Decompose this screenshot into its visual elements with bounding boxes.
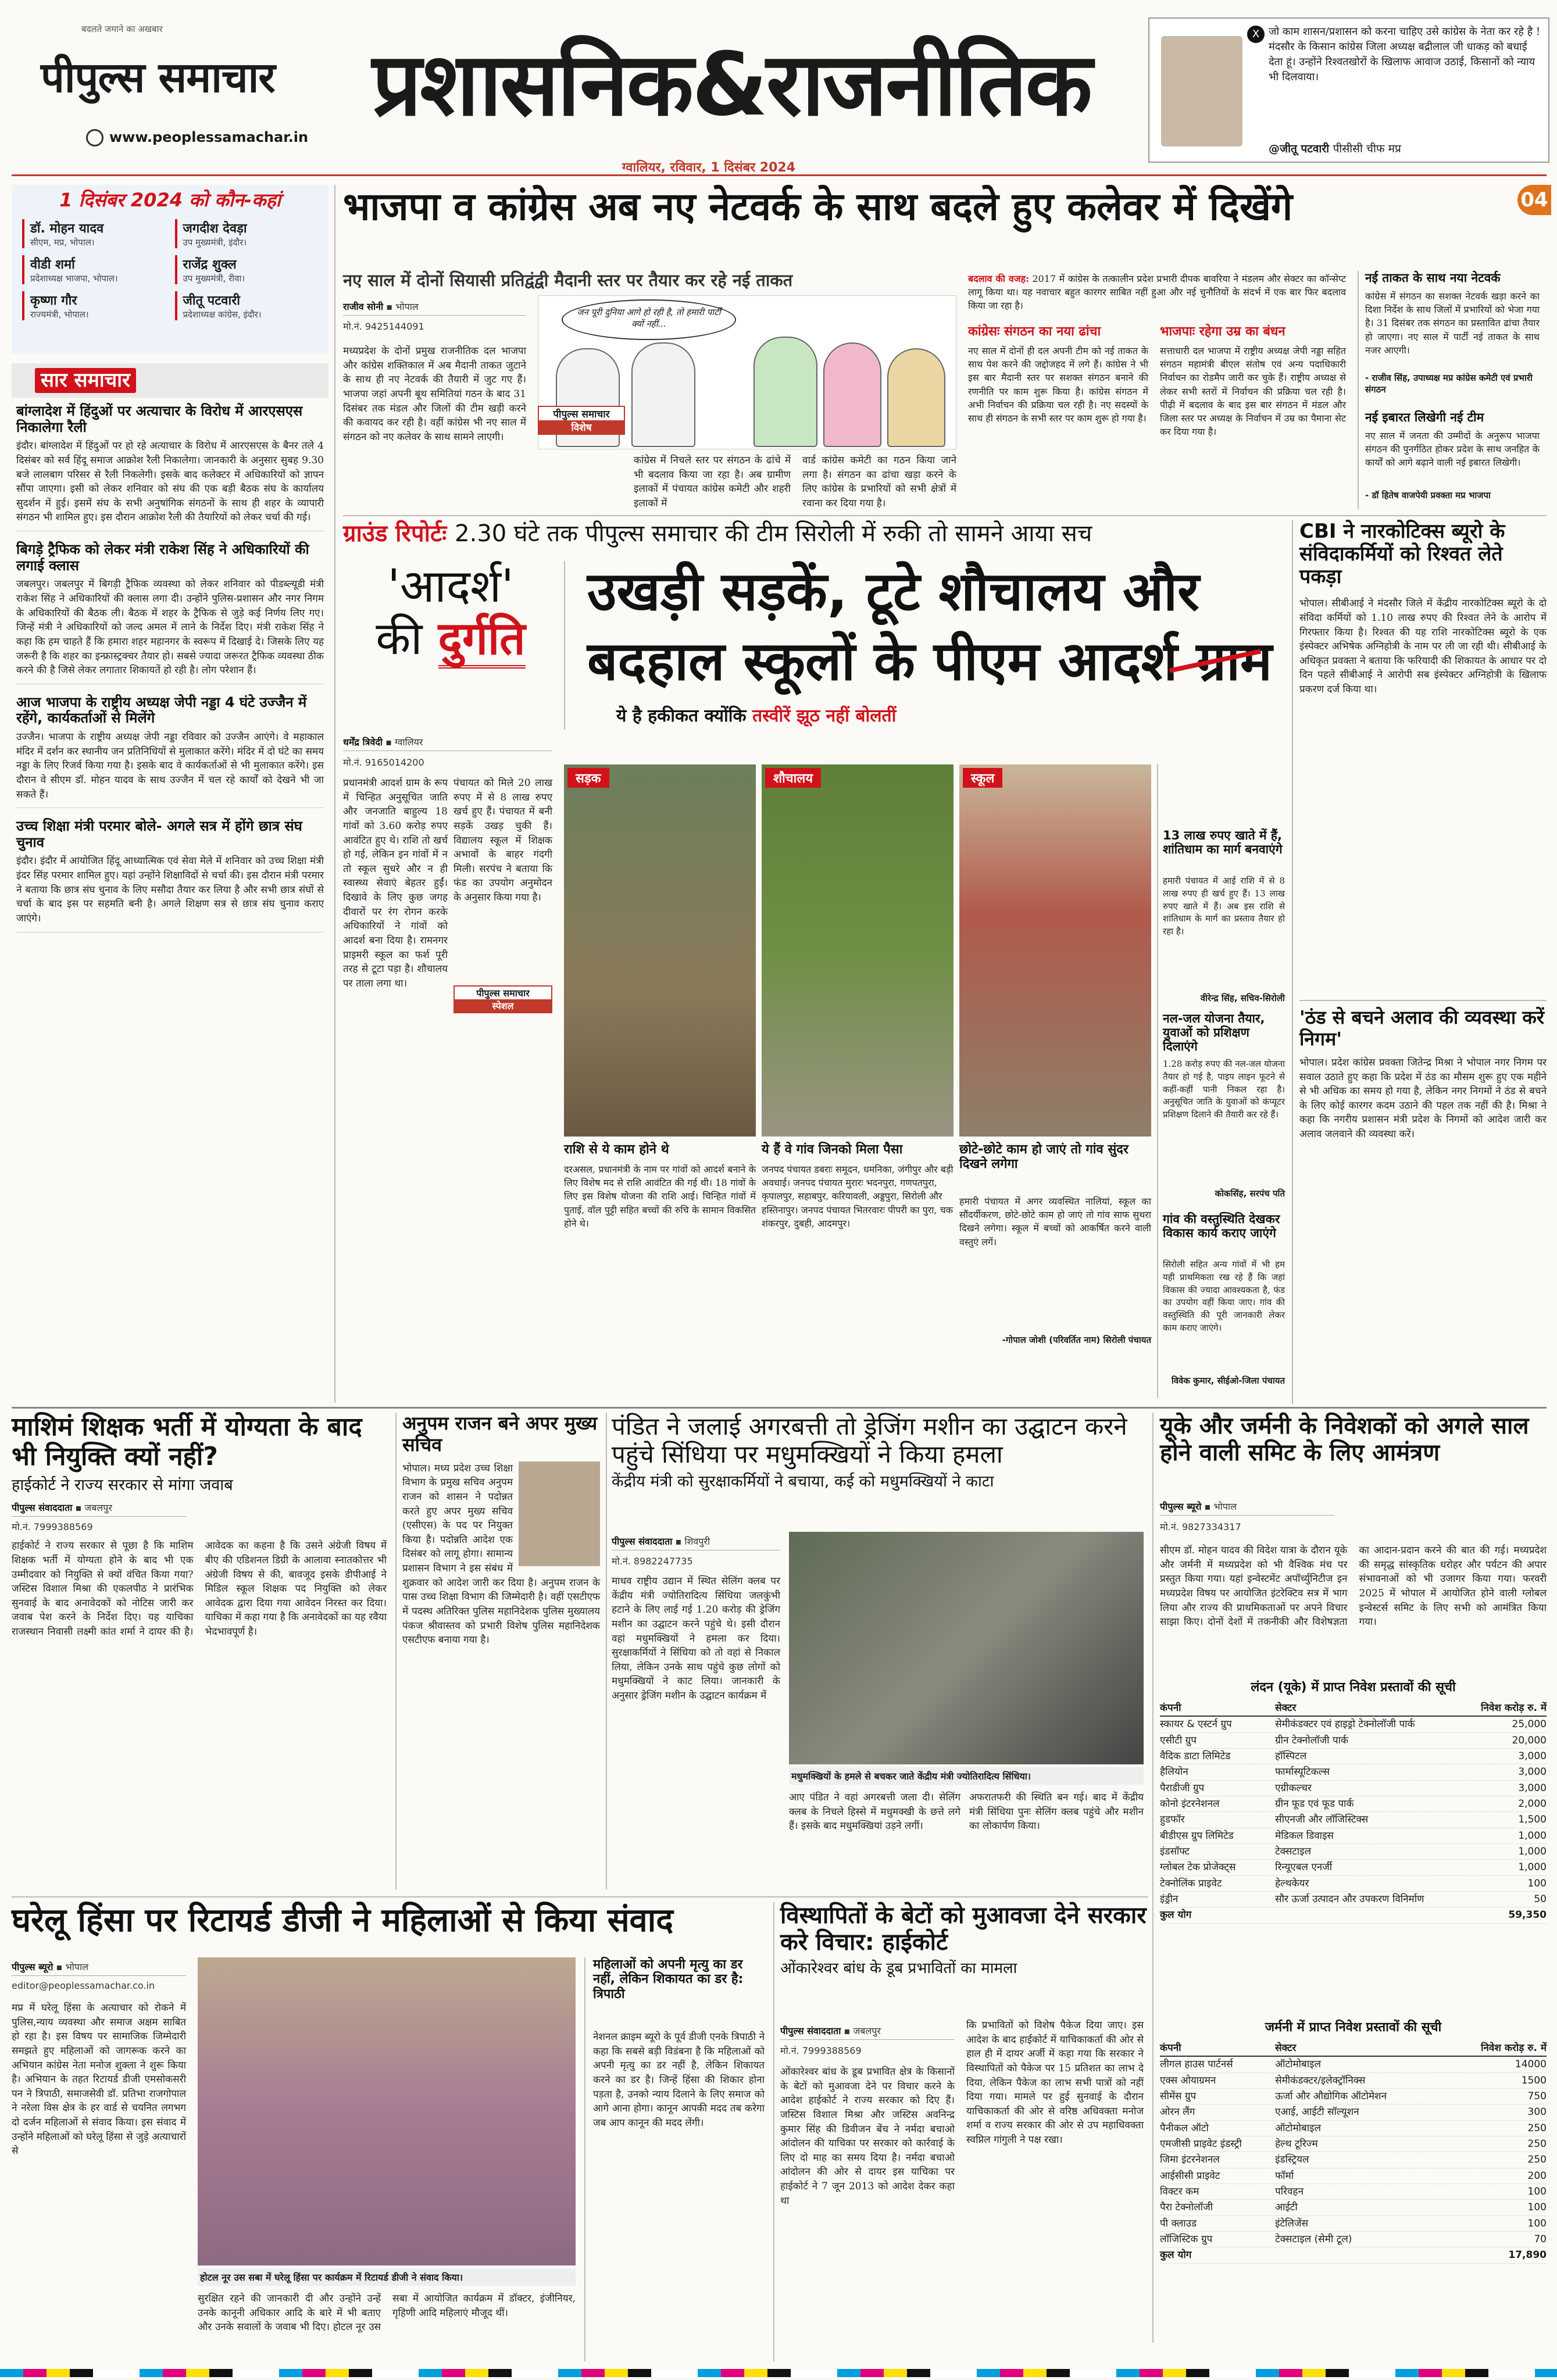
table-cell: लॉजिस्टिक ग्रुप: [1160, 2234, 1213, 2246]
right-head-2: नल-जल योजना तैयार, युवाओं को प्रशिक्षण दिलाएंगे: [1163, 1012, 1265, 1054]
table-row: [1160, 1876, 1547, 1892]
adarsh-line1: 'आदर्श': [387, 560, 514, 613]
lead-col3: वार्ड कांग्रेस कमेटी का गठन किया जाने लगा है। संगठन का ढांचा खड़ा करने के लिए कांग्रेस के प्रभारियों को सभी क्षेत्रों में रवाना कर दिया गया है।: [802, 455, 956, 509]
avatar: [1161, 36, 1242, 146]
lead-byline: राजीव सोनी ▪ भोपाल: [343, 300, 526, 316]
right-text-1: हमारी पंचायत में आई राशि में से 8 लाख रुपए ही खर्च हुए हैं। 13 लाख रुपए खाते में हैं। अब इस राशि से शांतिधाम के मार्ग का प्रस्ताव तैयार हो रहा है।: [1163, 875, 1285, 937]
tweet-text: जो काम शासन/प्रशासन को करना चाहिए उसे कांग्रेस के नेता कर रहे है ! मंदसौर के किसान कांग्रेस जिला अध्यक्ष बद्रीलाल जी धाकड़ को बधाई देता हूं। उन्होंने रिश्वतखोरों के खिलाफ आवाज उठाई, किसानों को न्याय भी दिलवाया।: [1269, 26, 1541, 84]
table-row: [1160, 2057, 1547, 2072]
table-cell: सीएनजी और लॉजिस्टिक्स: [1275, 1814, 1369, 1826]
table-cell: सेमीकंडक्टर/इलेक्ट्रॉनिक्स: [1275, 2074, 1366, 2086]
table-cell: 200: [1527, 2170, 1547, 2182]
scindia-story: [612, 1413, 1147, 1889]
congress-head: कांग्रेसः संगठन का नया ढांचा: [968, 324, 1101, 339]
table-row: [1160, 1812, 1547, 1828]
page-number: 04: [1517, 185, 1551, 215]
ground-mobile: मो.नं. 9165014200: [343, 757, 424, 768]
table-cell: आईटी: [1275, 2202, 1298, 2214]
table-cell: 20,000: [1512, 1734, 1547, 1746]
saar-item-text: इंदौर। बांग्लादेश में हिंदुओं पर हो रहे अत्याचार के विरोध में आरएसएस के बैनर तले 4 दिसंबर को सर्व हिंदू समाज आक्रोश रैली निकालेगा। जानकारी के अनुसार सुबह 9.30 बजे लालबाग परिसर से रैली निकलेगी। इसके बाद कलेक्टर में अधिकारियों को ज्ञापन सौंपा जाएगा। इसी को लेकर शनिवार को संघ की एक बड़ी बैठक संघ के कार्यालय सुदर्शन में हुई। इसमें संघ के सभी अनुषांगिक संगठनों के साथ ही शहर के व्यापारी संगठन भी शामिल हुए। इस दौरान आक्रोश रैली की तैयारियों को लेकर चर्चा की गई।: [16, 440, 324, 524]
table-cell: एसीटी ग्रुप: [1160, 1734, 1197, 1746]
table-cell: ग्लोबल टेक प्रोजेक्ट्स: [1160, 1861, 1236, 1874]
birthday-role: उप मुख्यमंत्री, रीवा।: [183, 273, 245, 284]
table-cell: पैरा टेक्नोलॉजी: [1160, 2202, 1213, 2214]
table-cell: 2,000: [1518, 1798, 1547, 1810]
side-text-2: नए साल में जनता की उम्मीदों के अनुरूप भाजपा संगठन की पुनर्गठित होकर प्रदेश के साथ जनहित के कार्यों को आगे बढ़ाने वाली नई इबारत लिखेगी।: [1365, 430, 1540, 469]
saar-item-text: उज्जैन। भाजपा के राष्ट्रीय अध्यक्ष जेपी नड्डा रविवार को उज्जैन आएंगे। वे महाकाल मंदिर में दर्शन कर स्थानीय जन प्रतिनिधियों से मुलाकात करेंगे। मंदिर में दो घंटे का समय नड्डा के लिए रिजर्व किया गया है। इसके बाद वे कार्यकर्ताओं से भी मुलाकात करेंगे। इस दौरान वे सीएम डॉ. मोहन यादव के साथ उज्जैन में चल रहे कार्यों को देखने भी जा सकते हैं।: [16, 731, 324, 801]
speech-bubble: जन पूरी दुनिया आगे हो रही है, तो हमारी पार्टी क्यों नहीं...: [562, 299, 736, 340]
dams-mobile: मो.नं. 7999388569: [780, 2045, 862, 2056]
table-cell: 250: [1527, 2122, 1547, 2134]
table-row: [1160, 2200, 1547, 2215]
table-cell: 1,000: [1518, 1846, 1547, 1858]
table-cell: 1,500: [1518, 1814, 1547, 1826]
tweet-author: [1269, 141, 1401, 156]
saar-item-head: उच्च शिक्षा मंत्री परमार बोले- अगले सत्र में होंगे छात्र संघ चुनाव: [16, 818, 302, 850]
dams-byline: पीपुल्स संवाददाता ▪ जबलपुर: [780, 2024, 955, 2040]
table-header-cell: सेक्टर: [1275, 1702, 1297, 1714]
birthday-role: राज्यमंत्री, भोपाल।: [30, 309, 89, 320]
saar-list: [12, 398, 328, 948]
anupam-photo: [519, 1461, 600, 1566]
scindia-photo-caption: मधुमक्खियों के हमले से बचकर जाते केंद्रीय मंत्री ज्योतिरादित्य सिंधिया।: [789, 1767, 1144, 1785]
author-name: @जीतू पटवारी: [1269, 142, 1330, 155]
table-cell: 250: [1527, 2154, 1547, 2166]
saar-item-head: बिगड़े ट्रैफिक को लेकर मंत्री राकेश सिंह ने अधिकारियों की लगाई क्लास: [16, 541, 309, 574]
birthday-item: [175, 291, 319, 320]
ground-brand-tag: पीपुल्स समाचार स्पेशल: [453, 985, 552, 1013]
dg-byline: पीपुल्स ब्यूरो ▪ भोपाल: [12, 1960, 186, 1976]
ground-col3: [343, 1259, 552, 1421]
table-cell: बीडीएस ग्रुप लिमिटेड: [1160, 1829, 1234, 1842]
website-link[interactable]: www.peoplessamachar.in: [109, 129, 309, 145]
table-cell: इंड्रीन: [1160, 1893, 1179, 1906]
table-cell: 59,350: [1508, 1909, 1547, 1921]
table-row: [1160, 2168, 1547, 2184]
table-cell: [1275, 1907, 1459, 1922]
ground-byline: धर्मेंद्र त्रिवेदी ▪ ग्वालियर: [343, 735, 552, 751]
caption1-head: राशि से ये काम होने थे: [564, 1142, 669, 1157]
table-cell: हुडफॉर: [1160, 1814, 1185, 1826]
tweet-box: [1148, 17, 1549, 163]
figure-4: [823, 342, 881, 447]
table-cell: कुल योग: [1160, 2249, 1192, 2261]
table-cell: 300: [1527, 2106, 1547, 2118]
ground-col1: प्रधानमंत्री आदर्श ग्राम के रूप में चिन्हित अनुसूचित जाति और जनजाति बाहुल्य 18 गांवों को 3.60 करोड़ रुपए आवंटित हुए थे। राशि तो खर्च हो गई, लेकिन इन गांवों में न तो स्कूल सुधरे और न ही स्वास्थ्य सेवाएं बेहतर हुईं। दिखावे के लिए कुछ जगह दीवारों पर रंग रोगन करके अधिकारियों ने गांवों को आदर्श बना दिया है। रामनगर प्राइमरी स्कूल का फर्श पूरी तरह से टूटा पड़ा है। शौचालय पर ताला लगा था।: [343, 777, 448, 989]
scindia-mobile: मो.नं. 8982247735: [612, 1556, 693, 1567]
table-cell: लीगल हाउस पार्टनर्स: [1160, 2059, 1233, 2071]
table-cell: पी क्लाउड: [1160, 2217, 1197, 2229]
birthday-name: डॉ. मोहन यादव: [30, 221, 104, 236]
table-cell: 100: [1527, 2217, 1547, 2229]
birthday-name: राजेंद्र शुक्ल: [183, 257, 237, 272]
table-row: [1160, 1907, 1547, 1923]
scindia-text-3: अफरातफरी की स्थिति बन गई। बाद में केंद्रीय मंत्री सिंधिया पुनः सेलिंग क्लब पहुंचे और मशीन का लोकार्पण किया।: [969, 1792, 1144, 1832]
scindia-text: माधव राष्ट्रीय उद्यान में स्थित सेलिंग क्लब पर केंद्रीय मंत्री ज्योतिरादित्य सिंधिया जलकुंभी हटाने के लिए लाई गई 1.20 करोड़ की ड्रेजिंग मशीन का उद्घाटन करने पहुंचे थे। इसी दौरान वहां मधुमक्खियों ने हमला कर दिया। सुरक्षाकर्मियों ने सिंधिया को तो वहां से निकाल लिया, लेकिन उनके साथ पहुंचे कुछ लोगों को मधुमक्खियों ने काट लिया। जानकारी के अनुसार ड्रेजिंग मशीन के उद्घाटन कार्यक्रम में: [612, 1575, 780, 1702]
table-cell: आईसीसी प्राइवेट: [1160, 2170, 1220, 2182]
dg-story: [12, 1902, 767, 2361]
table-row: [1160, 1749, 1547, 1764]
birthday-item: [175, 219, 319, 248]
saar-item-text: जबलपुर। जबलपुर में बिगड़ी ट्रैफिक व्यवस्था को लेकर शनिवार को पीडब्ल्यूडी मंत्री राकेश सिंह ने अधिकारियों की क्लास लगा दी। उन्होंने पुलिस-प्रशासन और नगर निगम के अधिकारियों की बैठक ली। बैठक में शहर के ट्रैफिक से जुड़े कई निर्णय लिए गए। जिन्हें मंत्री ने अधिकारियों को जल्द अमल में लाने के निर्देश दिए। मंत्री राकेश सिंह ने कहा कि हम चाहते हैं कि हमारा शहर महानगर के स्वरूप में दिखाई दे। जिसके लिए यह जरूरी है कि शहर का इन्फ्रास्ट्रक्चर तैयार हो। सबसे ज्यादा जरूरत ट्रैफिक व्यवस्था ठीक करने की है जिसे लेकर लगातार शिकायतें हो रही है। लोग परेशान हैं।: [16, 578, 324, 677]
birthdays-box: [12, 185, 328, 353]
right-head-3: गांव की वस्तुस्थिति देखकर विकास कार्य कराए जाएंगे: [1163, 1212, 1280, 1241]
table-cell: जिमा इंटरनेशनल: [1160, 2154, 1220, 2166]
table-cell: एआई, आईटी सॉल्यूशन: [1275, 2106, 1359, 2118]
section-title: प्रशासनिक&राजनीतिक: [372, 34, 1091, 135]
dateline: ग्वालियर, रविवार, 1 दिसंबर 2024: [622, 160, 796, 175]
adarsh-box: [343, 561, 558, 730]
lead-col2: कांग्रेस में निचले स्तर पर संगठन के ढांचे में भी बदलाव किया जा रहा है। अब ग्रामीण इलाकों में पंचायत कांग्रेस कमेटी और शहरी इलाकों में: [634, 455, 791, 509]
table-row: [1160, 2232, 1547, 2247]
right-head-1: 13 लाख रुपए खाते में हैं, शांतिधाम का मार्ग बनवाएंगे: [1163, 828, 1283, 857]
table-row: [1160, 1828, 1547, 1844]
birthday-item: [22, 291, 166, 320]
dg-text: मप्र में घरेलू हिंसा के अत्याचार को रोकने में पुलिस,न्याय व्यवस्था और समाज अक्षम साबित हो रहा है। इस विषय पर सामाजिक जिम्मेदारी समझते हुए महिलाओं को जागरूक करने का अभियान कांग्रेस नेता मनोज शुक्ला ने शुरू किया है। अभियान के तहत रिटायर्ड डीजी एमसोकसरी पन ने त्रिपाठी, समाजसेवी डॉ. प्रतिभा राजगोपाल ने नरेला विस क्षेत्र के हर वार्ड से चयनित लगभग दो दर्जन महिलाओं से संवाद किया। इस संवाद में उन्होंने महिलाओं को घरेलू हिंसा से जुड़े अत्याचारों से: [12, 2002, 186, 2157]
table-cell: विक्टर कम: [1160, 2186, 1199, 2198]
lead-headline: भाजपा व कांग्रेस अब नए नेटवर्क के साथ बदले हुए कलेवर में दिखेंगे: [343, 184, 1293, 229]
ground-headline-1: उखड़ी सड़कें, टूटे शौचालय और: [587, 560, 1199, 623]
table-cell: परिवहन: [1275, 2186, 1304, 2198]
dg-photo: [198, 1957, 576, 2265]
table-cell: 3,000: [1518, 1766, 1547, 1778]
table-cell: टेक्नोलिंक प्राइवेट: [1160, 1877, 1222, 1889]
dams-deck: ओंकारेश्वर बांध के डूब प्रभावितों का मामला: [780, 1960, 1017, 1977]
print-color-bar: [0, 2369, 1557, 2377]
author-role: पीसीसी चीफ मप्र: [1333, 142, 1401, 155]
table-cell: फार्मास्यूटिकल्स: [1275, 1766, 1330, 1778]
birthday-name: जगदीश देवड़ा: [183, 221, 247, 236]
table-row: [1160, 2073, 1547, 2089]
table-cell: हॉस्पिटल: [1275, 1750, 1307, 1763]
masim-mobile: मो.नं. 7999388569: [12, 1521, 93, 1533]
right-text-3: सिरोली सहित अन्य गांवों में भी हम यही प्राथमिकता रख रहे हैं कि जहां विकास की ज्यादा आवश्यकता है, फंड का उपयोग वहीं किया जाए। गांव की वस्तुस्थिति की पूरी जानकारी लेकर काम कराए जाएंगे।: [1163, 1259, 1285, 1333]
anupam-headline: अनुपम राजन बने अपर मुख्य सचिव: [402, 1412, 598, 1456]
table-cell: पैराडीजी ग्रुप: [1160, 1782, 1205, 1794]
cbi-text: भोपाल। सीबीआई ने मंदसौर जिले में केंद्रीय नारकोटिक्स ब्यूरो के दो संविदा कर्मियों को 1.10 लाख रुपए की रिश्वत लेने के आरोप में गिरफ्तार किया है। रिश्वत की यह राशि नारकोटिक्स ब्यूरो के एक इंस्पेक्टर अभिषेक अग्निहोत्री के नाम पर ली जा रही थी। सीबीआई के अधिकृत प्रवक्ता ने बताया कि फरियादी की शिकायत के आधार पर दो दिन पहले सीबीआई ने आरोपी सब इंस्पेक्टर अग्निहोत्री के खिलाफ प्रकरण दर्ज किया था।: [1299, 598, 1547, 696]
caption2-text: जनपद पंचायत डबराः समूदन, धमनिका, जंगीपुर और बड़ी अवधाई। जनपद पंचायत मुरारः भदनपुरा, गणपतपुरा, कृपालपुर, सहाबपुर, करियावली, अड्डपुरा, सिरोली और हस्तिनापुर। जनपद पंचायत भितरवारः पीपरी का पुरा, चक शंकरपुर, दुबही, आदमपुर।: [762, 1164, 954, 1229]
table-cell: ऊर्जा और औद्योगिक ऑटोमेशन: [1275, 2090, 1387, 2103]
saar-item: [16, 542, 324, 684]
table-cell: कोनो इंटरनेशनल: [1160, 1798, 1220, 1810]
table-header-cell: सेक्टर: [1275, 2042, 1297, 2054]
road-photo: [564, 764, 756, 1137]
saar-item-head: आज भाजपा के राष्ट्रीय अध्यक्ष जेपी नड्डा 4 घंटे उज्जैन में रहेंगे, कार्यकर्ताओं से मिलेंगे: [16, 694, 307, 727]
saar-item: [16, 403, 324, 531]
table-cell: 100: [1527, 2186, 1547, 2198]
table-cell: सीमेंस ग्रुप: [1160, 2090, 1197, 2103]
birthday-role: सीएम, मप्र, भोपाल।: [30, 237, 95, 248]
table-cell: ग्रीन टेक्नोलॉजी पार्क: [1275, 1734, 1349, 1746]
side-quote-1: - राजीव सिंह, उपाध्यक्ष मप्र कांग्रेस कमेटी एवं प्रभारी संगठन: [1365, 373, 1533, 395]
masim-text: हाईकोर्ट ने राज्य सरकार से पूछा है कि माशिम शिक्षक भर्ती में योग्यता होने के बाद भी एक उम्मीदवार को नियुक्ति से क्यों वंचित किया गया? जस्टिस विशाल मिश्रा की एकलपीठ ने प्रारंभिक सुनवाई के बाद अनावेदकों को नोटिस जारी कर जवाब पेश करने के निर्देश दिए। यह याचिका राजस्थान निवासी लक्ष्मी कांत शर्मा ने दायर की है। आवेदक का कहना है कि उसने अंग्रेजी विषय में बीए की एडिशनल डिग्री के आलावा स्नातकोत्तर भी अंग्रेजी विषय से की, बावजूद इसके डीपीआई ने मिडिल स्कूल शिक्षक पद नियुक्ति को लेकर आवेदक द्वारा दिया गया आवेदन निरस्त कर दिया। याचिका में कहा गया है कि अनावेदकों का यह रवैया भेदभावपूर्ण है।: [12, 1540, 387, 1638]
ground-report: [343, 520, 1285, 1427]
table-header-cell: निवेश करोड़ रु. में: [1481, 1702, 1547, 1714]
table-cell: 1,000: [1518, 1861, 1547, 1874]
birthday-role: प्रदेशाध्यक्ष भाजपा, भोपाल।: [30, 273, 118, 284]
table-cell: एक्स ओयाग्रमन: [1160, 2074, 1216, 2086]
table-cell: 750: [1527, 2090, 1547, 2103]
cbi-text-2: भोपाल। प्रदेश कांग्रेस प्रवक्ता जितेन्द्र मिश्रा ने भोपाल नगर निगम पर सवाल उठाते हुए कहा कि प्रदेश में ठंड का मौसम शुरू हुए एक महीने से भी अधिक का समय हो गया है, लेकिन नगर निगमों ने ठंड से बचने के लिए कोई कारगर कदम उठाने की पहल तक नहीं की है। मिश्रा ने कहा कि नगरीय प्रशासन मंत्री प्रदेश के निगमों को आदेश जारी कर अलाव जलवाने की व्यवस्था करें।: [1299, 1056, 1547, 1141]
dg-email[interactable]: editor@peoplessamachar.co.in: [12, 1980, 155, 1991]
table-row: [1160, 2184, 1547, 2200]
table-cell: इंडसॉफ्ट: [1160, 1846, 1190, 1858]
table-cell: 250: [1527, 2138, 1547, 2150]
table-cell: टेक्सटाइल (सेमी टूल): [1275, 2234, 1352, 2246]
anupam-text: भोपाल। मध्य प्रदेश उच्च शिक्षा विभाग के प्रमुख सचिव अनुपम राजन को शासन ने पदोन्नत करते हुए अपर मुख्य सचिव (एसीएस) के पद पर नियुक्त किया है। पदोन्नति आदेश एक दिसंबर को लागू होगा। सामान्य प्रशासन विभाग ने इस संबंध में शुक्रवार को आदेश जारी कर दिया है। अनुपम राजन के पास उच्च शिक्षा विभाग की जिम्मेदारी है। वहीं एसटीएफ में पदस्थ अतिरिक्त पुलिस महानिदेशक पुलिस मुख्यालय पंकज श्रीवास्तव को प्रभारी विशेष पुलिस महानिदेशक एसटीएफ बनाया गया है।: [402, 1462, 600, 1646]
globe-icon: [86, 129, 103, 146]
de-table-title: जर्मनी में प्राप्त निवेश प्रस्तावों की सूची: [1265, 2020, 1442, 2035]
side-text-1: कांग्रेस में संगठन का सशक्त नेटवर्क खड़ा करने का दिशा निर्देश के साथ जिलों में प्रभारियों को भेजा गया है। 31 दिसंबर तक संगठन का प्रस्तावित ढांचा तैयार हो जाएगा। नए साल में पार्टी नई ताकत के साथ नजर आएगी।: [1365, 291, 1540, 356]
de-table: [1160, 2040, 1547, 2264]
dams-story: [780, 1902, 1147, 2361]
ground-col2: पंचायत को मिले 20 लाख रुपए में से 8 लाख रुपए खर्च हुए हैं। पंचायत में बनी सड़कें उखड़ चुकी हैं। विद्यालय स्कूल में शिक्षक अभावों के बाहर गंदगी मिली। सरपंच ने बताया कि फंड का उपयोग अनुमोदन के अनुसार किया गया है।: [453, 777, 552, 904]
cbi-headline: CBI ने नारकोटिक्स ब्यूरो के संविदाकर्मियों को रिश्वत लेते पकड़ा: [1299, 520, 1505, 589]
uk-byline: पीपुल्स ब्यूरो ▪ भोपाल: [1160, 1500, 1334, 1516]
table-row: [1160, 1781, 1547, 1796]
table-cell: 25,000: [1512, 1718, 1547, 1731]
caption3-byline: -गोपाल जोशी (परिवर्तित नाम) सिरोली पंचायत: [1002, 1335, 1151, 1345]
figure-5: [887, 348, 945, 447]
table-header: [1160, 1700, 1547, 1717]
saar-item-head: बांग्लादेश में हिंदुओं पर अत्याचार के विरोध में आरएसएस निकालेगा रैली: [16, 403, 303, 435]
cbi-story: [1299, 520, 1547, 1404]
table-cell: 1,000: [1518, 1829, 1547, 1842]
table-cell: कुल योग: [1160, 1909, 1192, 1921]
cbi-head-2: 'ठंड से बचने अलाव की व्यवस्था करें निगम': [1299, 1000, 1547, 1050]
birthday-role: उप मुख्यमंत्री, इंदौर।: [183, 237, 247, 248]
tagline: बदलते जमाने का अखबार: [81, 24, 163, 34]
figure-3: [753, 337, 817, 447]
ground-strap: ग्राउंड रिपोर्टः 2.30 घंटे तक पीपुल्स समाचार की टीम सिरोली में रुकी तो सामने आया सच: [343, 520, 1092, 547]
table-cell: वैदिक डाटा लिमिटेड: [1160, 1750, 1231, 1763]
birthday-name: जीतू पटवारी: [183, 293, 240, 308]
uk-text: सीएम डॉ. मोहन यादव की विदेश यात्रा के दौरान यूके और जर्मनी में मध्यप्रदेश को भी वैश्विक मंच पर प्रस्तुत किया गया। यहां इन्वेस्टमेंट अपॉर्च्युनिटीज इन मध्यप्रदेश विषय पर आयोजित इंटरेक्टिव सत्र में भाग लिया और राज्य की प्राथमिकताओं पर अपने विचार साझा किए। दोनों देशों में तकनीकी और विशेषज्ञता का आदान-प्रदान करने की बात की गई। मध्यप्रदेश की समृद्ध सांस्कृतिक धरोहर और पर्यटन की अपार संभावनाओं को भी उजागर किया गया। फरवरी 2025 में भोपाल में आयोजित होने वाली ग्लोबल इन्वेस्टर्स समिट के लिए सभी को आमंत्रित किया गया।: [1160, 1545, 1547, 1628]
table-cell: 1500: [1521, 2074, 1547, 2086]
saar-item: [16, 819, 324, 932]
table-cell: 14000: [1515, 2059, 1547, 2071]
caption3-text: हमारी पंचायत में अगर व्यवस्थित नालियां, स्कूल का सौंदर्यीकरण, छोटे-छोटे काम हो जाएं तो गांव साफ सुथरा दिखने लगेगा। स्कूल में बच्चों को आकर्षित करने वाली वस्तुएं लगें।: [959, 1196, 1151, 1248]
dg-text-2: सुरक्षित रहने की जानकारी दी और उन्होंने उन्हें उनके कानूनी अधिकार आदि के बारे में भी बताए और उनके सवालों के जवाब भी दिए। होटल नूर उस सबा में आयोजित कार्यक्रम में डॉक्टर, इंजीनियर, गृहिणी आदि महिलाएं मौजूद थीं।: [198, 2293, 576, 2333]
table-cell: 100: [1527, 1877, 1547, 1889]
table-row: [1160, 2089, 1547, 2104]
table-cell: 70: [1534, 2234, 1547, 2246]
dams-headline: विस्थापितों के बेटों को मुआवजा देने सरकार करे विचार: हाईकोर्ट: [780, 1902, 1147, 1956]
brand-logo: पीपुल्स समाचार: [41, 53, 275, 102]
table-row: [1160, 2136, 1547, 2152]
brand-tag: पीपुल्स समाचार विशेष: [538, 406, 625, 435]
scindia-photo: [789, 1532, 1144, 1764]
masim-headline: माशिमं शिक्षक भर्ती में योग्यता के बाद भी नियुक्ति क्यों नहीं?: [12, 1412, 362, 1471]
table-header-cell: निवेश करोड़ रु. में: [1481, 2042, 1547, 2054]
masim-byline: पीपुल्स संवाददाता ▪ जबलपुर: [12, 1501, 186, 1517]
table-cell: 3,000: [1518, 1750, 1547, 1763]
dg-side-head: महिलाओं को अपनी मृत्यु का डर नहीं, लेकिन शिकायत का डर है: त्रिपाठी: [593, 1957, 744, 2002]
table-row: [1160, 2247, 1547, 2263]
table-cell: 100: [1527, 2202, 1547, 2214]
toilet-photo: [762, 764, 954, 1137]
uk-table-title: लंदन (यूके) में प्राप्त निवेश प्रस्तावों की सूची: [1251, 1680, 1456, 1695]
congress-text: नए साल में दोनों ही दल अपनी टीम को नई ताकत के साथ पेश करने की जद्दोजहद में लगे हैं। कांग्रेस ने भी इस बार मैदानी स्तर पर सशक्त संगठन बनाने की रणनीति पर काम शुरू किया है। कांग्रेस संगठन में अभी निर्वाचन की प्रक्रिया चल रही है। नए सदस्यों के साथ ही संगठन के सभी स्तर पर काम शुरू हो गया है।: [968, 345, 1148, 424]
table-cell: सौर ऊर्जा उत्पादन और उपकरण विनिर्माण: [1275, 1893, 1424, 1906]
adarsh-line2: की दुर्गति: [343, 613, 558, 666]
photo-tag-road: सड़क: [567, 768, 609, 788]
saar-item: [16, 695, 324, 808]
side-quote-2: - डॉ हितेष वाजपेयी प्रवक्ता मप्र भाजपा: [1365, 490, 1491, 501]
dg-side-text: नेशनल क्राइम ब्यूरो के पूर्व डीजी एनके त्रिपाठी ने कहा कि सबसे बड़ी विडंबना है कि महिलाओं को अपनी मृत्यु का डर नहीं है, लेकिन शिकायत करने का डर है। जिन्हें हिंसा की शिकार होना पड़ता है, उनको न्याय दिलाने के लिए समाज को आगे आना होगा। कानून आपकी मदद तब करेगा जब आप कानून की मदद लेंगी।: [593, 2031, 765, 2129]
uk-headline: यूके और जर्मनी के निवेशकों को अगले साल होने वाली समिट के लिए आमंत्रण: [1160, 1413, 1529, 1466]
table-cell: इंटेलिजेंस: [1275, 2217, 1309, 2229]
table-cell: हेल्थ टूरिज्म: [1275, 2138, 1318, 2150]
uk-table: [1160, 1700, 1547, 1924]
table-cell: ऑटोमोबाइल: [1275, 2122, 1321, 2134]
x-logo-icon: X: [1247, 26, 1265, 43]
right-by-1: वीरेन्द्र सिंह, सचिव-सिरोली: [1200, 993, 1285, 1003]
uk-mobile: मो.नं. 9827334317: [1160, 1521, 1241, 1532]
dams-text-2: कि प्रभावितों को विशेष पैकेज दिया जाए। इस आदेश के बाद हाईकोर्ट में याचिकाकर्ता की ओर से हाल ही में दायर अर्जी में कहा गया कि सरकार ने विस्थापितों को पैकेज पर 15 प्रतिशत का लाभ दे दिया, लेकिन पैकेज का लाभ सभी पात्रों को नहीं दिया गया। मामले पर हुई सुनवाई के दौरान याचिकाकर्ता की ओर से वरिष्ठ अधिवक्ता मनोज शर्मा व राज्य सरकार की ओर से उप महाधिवक्ता स्वप्निल गांगुली ने पक्ष रखा।: [966, 2020, 1144, 2146]
table-header: [1160, 2040, 1547, 2057]
table-cell: टेक्सटाइल: [1275, 1846, 1312, 1858]
birthday-name: वीडी शर्मा: [30, 257, 75, 272]
table-header-cell: कंपनी: [1160, 1702, 1181, 1714]
table-cell: एग्रीकल्चर: [1275, 1782, 1312, 1794]
side-head-2: नई इबारत लिखेगी नई टीम: [1365, 410, 1484, 424]
table-row: [1160, 1764, 1547, 1780]
scindia-deck: केंद्रीय मंत्री को सुरक्षाकर्मियों ने बचाया, कई को मधुमक्खियों ने काटा: [612, 1472, 994, 1491]
birthdays-grid: [12, 211, 328, 328]
table-header-cell: कंपनी: [1160, 2042, 1181, 2054]
table-row: [1160, 1860, 1547, 1875]
ground-subhead: ये है हकीकत क्योंकि तस्वीरें झूठ नहीं बोलतीं: [616, 706, 897, 726]
table-row: [1160, 1892, 1547, 1907]
lead-col1: मध्यप्रदेश के दोनों प्रमुख राजनीतिक दल भाजपा और कांग्रेस शक्तिकाल में अब मैदानी ताकत जुटाने के साथ ही नए नेटवर्क की तैयारी में जुट गए हैं। भाजपा जहां अपनी बूथ समितियां गठन के बाद 31 दिसंबर तक मंडल और जिलों की टीम खड़ी करने की कवायद कर रही है। वहीं कांग्रेस भी नए साल में संगठन को नए कलेवर के साथ सामने लाएगी।: [343, 345, 526, 443]
table-row: [1160, 2121, 1547, 2136]
table-cell: एमजीसी प्राइवेट इंडस्ट्री: [1160, 2138, 1242, 2150]
masim-deck: हाईकोर्ट ने राज्य सरकार से मांगा जवाब: [12, 1476, 233, 1495]
uk-story: [1160, 1413, 1547, 2343]
anupam-story: [402, 1413, 600, 1889]
lead-mobile: मो.नं. 9425144091: [343, 321, 424, 332]
table-cell: फॉर्मा: [1275, 2170, 1294, 2182]
masim-story: [12, 1413, 387, 1889]
right-text-2: 1.28 करोड़ रुपए की नल-जल योजना तैयार हो गई है, पाइप लाइन फूटने से कहीं-कहीं पानी निकल रहा है। अनुसूचित जाति के युवाओं को कंप्यूटर प्रशिक्षण दिलाने की तैयारी कर रहे हैं।: [1163, 1059, 1285, 1120]
table-cell: हैलियोन: [1160, 1766, 1188, 1778]
table-cell: मेडिकल डिवाइस: [1275, 1829, 1334, 1842]
table-row: [1160, 2104, 1547, 2120]
bjp-head: भाजपाः रहेगा उम्र का बंधन: [1160, 324, 1285, 339]
birthday-item: [22, 219, 166, 248]
table-cell: 3,000: [1518, 1782, 1547, 1794]
table-cell: रिन्यूएबल एनर्जी: [1275, 1861, 1333, 1874]
caption2-head: ये हैं वे गांव जिनको मिला पैसा: [762, 1142, 903, 1157]
lead-kicker: नए साल में दोनों सियासी प्रतिद्वंद्वी मैदानी स्तर पर तैयार कर रहे नई ताकत: [343, 270, 793, 290]
birthdays-title: 1 दिसंबर 2024 को कौन-कहां: [59, 189, 281, 211]
saar-item-text: इंदौर। इंदौर में आयोजित हिंदू आध्यात्मिक एवं सेवा मेले में शनिवार को उच्च शिक्षा मंत्री इंदर सिंह परमार शामिल हुए। यहां उन्होंने शिक्षाविदों से चर्चा की। इस दौरान मंत्री परमार ने बताया कि छात्र संघ चुनाव के लिए मसौदा तैयार कर लिया है और सभी छात्र संघों से चर्चा के बाद इस पर सहमति बनी है। अगले शिक्षण सत्र से छात्र संघ चुनाव कराए जाएंगे।: [16, 855, 324, 924]
photo-tag-toilet: शौचालय: [765, 768, 821, 788]
saar-title: सार समाचार: [12, 363, 328, 398]
table-cell: सेमीकंडक्टर एवं हाइड्रो टेक्नोलॉजी पार्क: [1275, 1718, 1415, 1731]
saar-box: [12, 363, 328, 1404]
table-cell: 50: [1534, 1893, 1547, 1906]
caption1-text: दरअसल, प्रधानमंत्री के नाम पर गांवों को आदर्श बनाने के लिए विशेष मद से राशि आवंटित की गई थी। 18 गांवों के लिए इस विशेष योजना की राशि आई। चिन्हित गांवों में पुताई, वॉल पुट्टी सहित बच्चों की रुचि के सामान विकसित होने थे।: [564, 1164, 756, 1229]
dg-headline: घरेलू हिंसा पर रिटायर्ड डीजी ने महिलाओं से किया संवाद: [12, 1902, 673, 1939]
school-photo: [959, 764, 1151, 1137]
table-cell: ओरन लैंग: [1160, 2106, 1195, 2118]
dg-photo-caption: होटल नूर उस सबा में घरेलू हिंसा पर कार्यक्रम में रिटायर्ड डीजी ने संवाद किया।: [198, 2268, 576, 2286]
table-row: [1160, 1844, 1547, 1860]
table-cell: 17,890: [1508, 2249, 1547, 2261]
ground-headline-2: बदहाल स्कूलों के पीएम आदर्श ग्राम: [587, 630, 1273, 692]
table-row: [1160, 1733, 1547, 1749]
right-by-3: विवेक कुमार, सीईओ-जिला पंचायत: [1171, 1375, 1285, 1386]
lead-reason: बदलाव की वजह: 2017 में कांग्रेस के तत्कालीन प्रदेश प्रभारी दीपक बावरिया ने मंडलम और सेक्टर का कॉन्सेप्ट लागू किया था। यह नवाचार बहुत कारगर साबित नहीं हुआ और नई चुनौतियों के संदर्भ में एक बार फिर बदलाव किया जा रहा है।: [968, 273, 1346, 312]
lead-story: [343, 185, 1547, 510]
table-cell: हेल्थकेयर: [1275, 1877, 1309, 1889]
birthday-item: [22, 255, 166, 284]
birthday-item: [175, 255, 319, 284]
caption3-head: छोटे-छोटे काम हो जाएं तो गांव सुंदर दिखने लगेगा: [959, 1142, 1129, 1172]
birthday-name: कृष्णा गौर: [30, 293, 77, 308]
table-row: [1160, 2216, 1547, 2232]
scindia-headline: पंडित ने जलाई अगरबत्ती तो ड्रेजिंग मशीन का उद्घाटन करने पहुंचे सिंधिया पर मधुमक्खियों ने किया हमला: [612, 1412, 1127, 1469]
table-cell: ऑटोमोबाइल: [1275, 2059, 1321, 2071]
side-head-1: नई ताकत के साथ नया नेटवर्क: [1365, 271, 1501, 285]
table-cell: इंडस्ट्रियल: [1275, 2154, 1309, 2166]
scindia-text-2: आए पंडित ने वहां अगरबत्ती जला दी। सेलिंग क्लब के निचले हिस्से में मधुमक्खी के छत्ते लगे हैं। इसके बाद मधुमक्खियां उड़ने लगीं।: [789, 1792, 960, 1832]
table-row: [1160, 2152, 1547, 2168]
right-by-2: कोकसिंह, सरपंच पति: [1215, 1188, 1285, 1199]
birthday-role: प्रदेशाध्यक्ष कांग्रेस, इंदौर।: [183, 309, 262, 320]
table-cell: [1275, 2247, 1459, 2263]
table-cell: पैनीकल ऑटो: [1160, 2122, 1209, 2134]
table-row: [1160, 1796, 1547, 1812]
bjp-text: सत्ताधारी दल भाजपा में राष्ट्रीय अध्यक्ष जेपी नड्डा सहित संगठन महामंत्री बीएल संतोष एवं अन्य पदाधिकारी निर्वाचन का रोडमैप जारी कर चुके हैं। राष्ट्रीय अध्यक्ष से लेकर सभी स्तरों में निर्वाचन की प्रक्रिया चल रही है। पीढ़ी में बदलाव के बाद इस बार संगठन में मंडल और जिला स्तर पर अध्यक्ष के निर्वाचन में उम्र का पैमाना सेट कर दिया गया है।: [1160, 345, 1346, 438]
table-cell: ग्रीन फूड एवं फूड पार्क: [1275, 1798, 1354, 1810]
table-cell: स्कायर & एस्टर्न ग्रुप: [1160, 1718, 1232, 1731]
table-row: [1160, 1717, 1547, 1732]
scindia-byline: पीपुल्स संवाददाता ▪ शिवपुरी: [612, 1535, 780, 1550]
figure-2: [631, 342, 695, 447]
photo-tag-school: स्कूल: [963, 768, 1002, 788]
dams-text: ओंकारेश्वर बांध के डूब प्रभावित क्षेत्र के किसानों के बेटों को मुआवजा देने पर विचार करने के आदेश हाईकोर्ट ने राज्य सरकार को दिए हैं। जस्टिस विशाल मिश्रा और जस्टिस अवनिन्द्र कुमार सिंह की डिवीजन बेंच ने नर्मदा बचाओ आंदोलन की याचिका पर सरकार को कार्रवाई के लिए दो माह का समय दिया है। नर्मदा बचाओ आंदोलन की ओर से दायर इस याचिका पर हाईकोर्ट ने 7 जून 2013 को आदेश देकर कहा था: [780, 2066, 955, 2207]
